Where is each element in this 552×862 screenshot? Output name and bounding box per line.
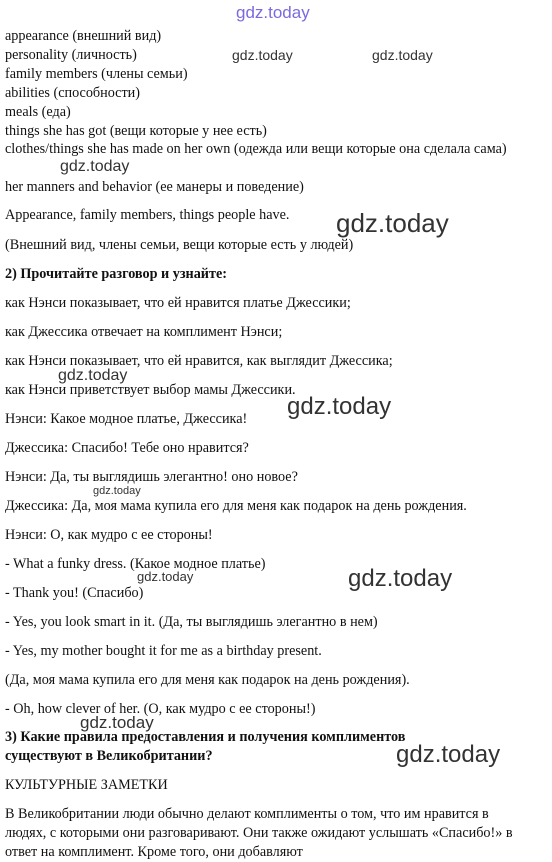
text-line: abilities (способности) [5,85,140,101]
text-line: Appearance, family members, things people have. [5,207,290,223]
watermark: gdz.today [232,47,293,63]
section-heading: 3) Какие правила предоставления и получения комплиментов существуют в Великобритании? [5,729,406,764]
text-line: Нэнси: Да, ты выглядишь элегантно! оно новое? [5,469,298,485]
text-line: как Джессика отвечает на комплимент Нэнси; [5,324,283,340]
text-line: - Yes, my mother bought it for me as a birthday present. [5,643,322,659]
text-line: appearance (внешний вид) [5,28,162,44]
text-line: Нэнси: Какое модное платье, Джессика! [5,411,248,427]
text-line: Джессика: Да, моя мама купила его для меня как подарок на день рождения. [5,498,467,514]
section-heading: 2) Прочитайте разговор и узнайте: [5,266,227,282]
text-line: как Нэнси показывает, что ей нравится платье Джессики; [5,295,351,311]
text-line: her manners and behavior (ее манеры и поведение) [5,179,304,195]
text-line: personality (личность) [5,47,137,63]
text-line: family members (члены семьи) [5,66,188,82]
watermark: gdz.today [372,47,433,63]
text-line: (Да, моя мама купила его для меня как подарок на день рождения). [5,672,410,688]
text-line: - What a funky dress. (Какое модное платье) [5,556,266,572]
watermark: gdz.today [396,741,501,768]
text-line: Нэнси: О, как мудро с ее стороны! [5,527,213,543]
text-line: things she has got (вещи которые у нее есть) [5,123,267,139]
text-line: - Thank you! (Спасибо) [5,585,144,601]
watermark: gdz.today [287,393,392,420]
text-line: (Внешний вид, члены семьи, вещи которые есть у людей) [5,237,354,253]
notes-heading: КУЛЬТУРНЫЕ ЗАМЕТКИ [5,777,168,793]
text-line: как Нэнси приветствует выбор мамы Джессики. [5,382,296,398]
watermark: gdz.today [93,485,141,497]
text-line: meals (еда) [5,104,71,120]
watermark: gdz.today [236,3,310,22]
watermark: gdz.today [80,713,154,732]
text-line: - Yes, you look smart in it. (Да, ты выглядишь элегантно в нем) [5,614,378,630]
watermark: gdz.today [336,208,449,238]
text-line: Джессика: Спасибо! Тебе оно нравится? [5,440,249,456]
text-line: clothes/things she has made on her own (одежда или вещи которые она сделала сама) [5,141,507,157]
watermark: gdz.today [60,158,130,175]
text-line: - Oh, how clever of her. (О, как мудро с ее стороны!) [5,701,316,717]
text-line: как Нэнси показывает, что ей нравится, как выглядит Джессика; [5,353,393,369]
text-paragraph: В Великобритании люди обычно делают комплименты о том, что им нравится в людях, с которыми они разговаривают. Они также ожидают услышать «Спасибо!» в ответ на комплимент. Кроме того, они добавляют [5,806,513,860]
watermark: gdz.today [348,565,453,592]
watermark: gdz.today [58,367,128,384]
watermark: gdz.today [137,569,194,584]
